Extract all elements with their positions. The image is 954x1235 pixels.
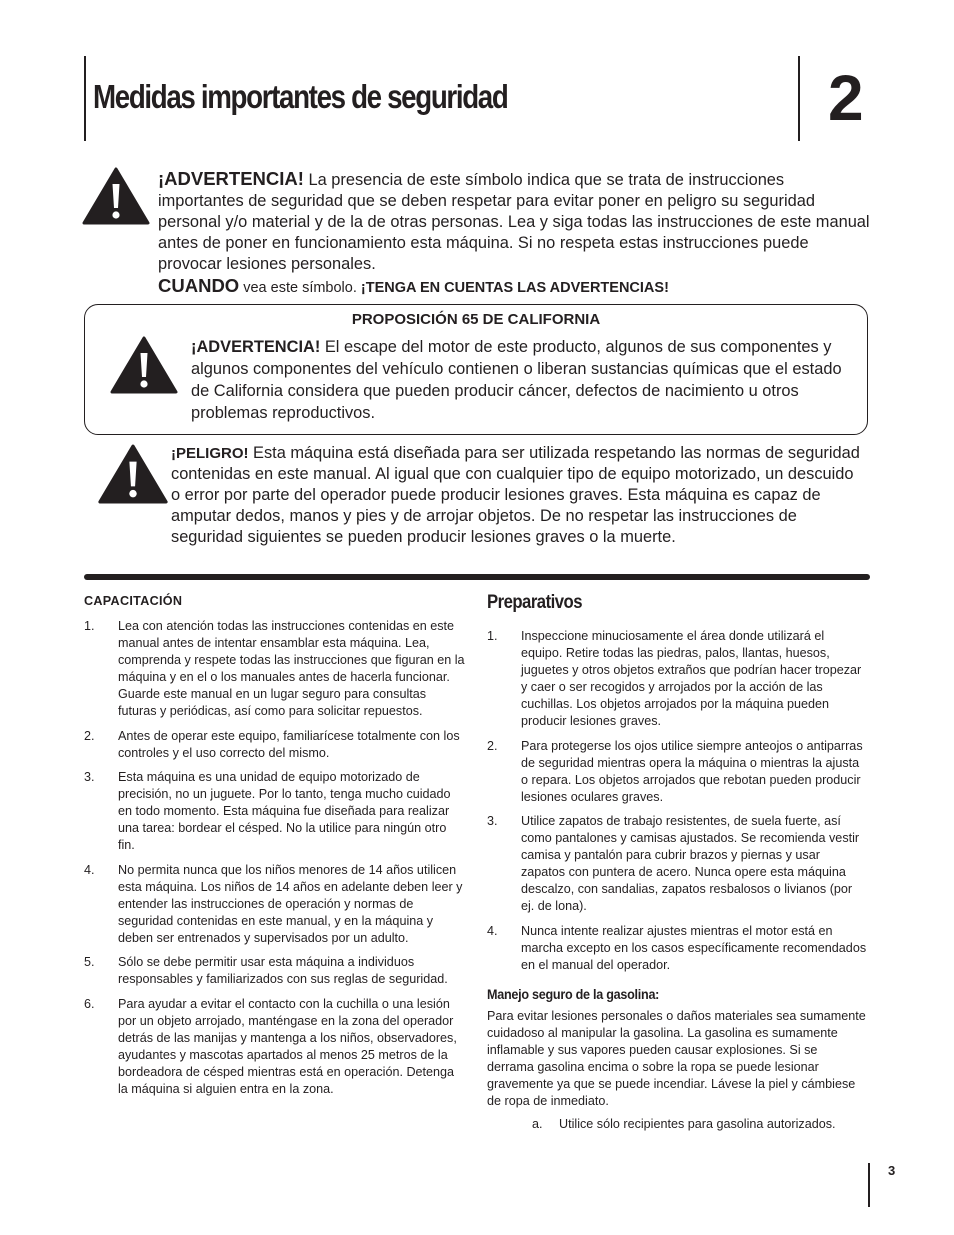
intro-warning-text — [158, 168, 870, 299]
list-item: 3. Esta máquina es una unidad de equipo motorizado de precisión, no un juguete. Por lo tanto, tenga mucho cuidado en todo momento. Esta máquina fue diseñada para realizar una tarea: bordear el césped. No la utilice para ningún otro fin. — [84, 770, 451, 853]
prop65-title: PROPOSICIÓN 65 DE CALIFORNIA — [351, 311, 601, 328]
capacitacion-list — [84, 618, 466, 1098]
preparativos-list — [487, 628, 867, 974]
page-number: 3 — [888, 1163, 896, 1178]
list-item: 1. Lea con atención todas las instrucciones contenidas en este manual antes de intentar ensamblar esta máquina. Lea, comprenda y respete todas las instrucciones que figuran en la máquina y en el o los manuales antes de hacerla funcionar. Guarde este manual en un lugar seguro para consultas futuras y periódicas, así como para solicitar repuestos. — [84, 619, 465, 718]
header-left-rule — [84, 56, 86, 141]
list-item: 2. Para protegerse los ojos utilice siempre anteojos o antiparras de seguridad mientras opera la máquina o mientras la ajusta o repara. Los objetos arrojados que rebotan pueden producir lesiones oculares graves. — [487, 738, 863, 804]
danger-heading: ¡PELIGRO! — [171, 445, 249, 462]
list-item: 4. Nunca intente realizar ajustes mientras el motor está en marcha excepto en los casos específicamente recomendados en el manual del operador. — [487, 923, 867, 972]
preparativos-heading: Preparativos — [487, 592, 582, 613]
danger-text — [171, 443, 867, 548]
section-divider — [84, 574, 870, 580]
warning-triangle-icon — [97, 444, 169, 504]
intro-when-text: vea este símbolo. — [239, 280, 361, 296]
intro-when-heading: CUANDO — [158, 275, 240, 296]
list-item: 5. Sólo se debe permitir usar esta máquina a individuos responsables y familiarizados con sus reglas de seguridad. — [84, 955, 448, 987]
list-item: 2. Antes de operar este equipo, familiarícese totalmente con los controles y el uso correcto del mismo. — [84, 728, 460, 760]
intro-warning-body: La presencia de este símbolo indica que se trata de instrucciones importantes de seguridad que se deben respetar para evitar poner en peligro su seguridad personal y/o material y de la de otras personas. Lea y siga todas las instrucciones de este manual antes de poner en funcionamiento esta máquina. Si no respeta estas instrucciones puede provocar lesiones personales. — [158, 171, 870, 273]
footer-rule — [868, 1163, 870, 1207]
list-item: a. Utilice sólo recipientes para gasolina autorizados. — [532, 1116, 836, 1131]
warning-triangle-icon — [82, 167, 150, 225]
list-item: 6. Para ayudar a evitar el contacto con la cuchilla o una lesión por un objeto arrojado, manténgase en la zona del operador detrás de las manijas y mantenga a los niños, observadores, ayudantes y mascotas apartados al menos 25 metros de la bordeadora de césped mientras está en operación. Detenga la máquina si alguien entra en la zona. — [84, 996, 457, 1096]
list-item: 1. Inspeccione minuciosamente el área donde utilizará el equipo. Retire todas las piedras, palos, llantas, huesos, juguetes y otros objetos extraños que podrían hacer tropezar y caer o ser recogidos y arrojados por la acción de las cuchillas. Los objetos arrojados por la máquina pueden producir lesiones graves. — [487, 629, 862, 728]
list-item: 3. Utilice zapatos de trabajo resistentes, de suela fuerte, así como pantalones y camisas ajustados. Se recomienda vestir camisa y pantalón para cubrir brazos y piernas y usar zapatos con puntera de acero. Nunca opere esta máquina descalzo, con sandalias, zapatos resbalosos o livianos (por ej. de lona). — [487, 814, 860, 914]
preparativos-section — [487, 592, 867, 1133]
intro-when-bold: ¡TENGA EN CUENTAS LAS ADVERTENCIAS! — [360, 280, 669, 296]
chapter-title: Medidas importantes de seguridad — [93, 78, 508, 115]
warning-triangle-icon — [110, 336, 178, 394]
intro-warning-heading: ¡ADVERTENCIA! — [158, 168, 304, 189]
gasolina-heading: Manejo seguro de la gasolina: — [487, 985, 660, 1002]
header-right-rule — [798, 56, 800, 141]
danger-body: Esta máquina está diseñada para ser utilizada respetando las normas de seguridad contenidas en este manual. Al igual que con cualquier tipo de equipo motorizado, un descuido o error por parte del operador puede producir lesiones graves. Esta máquina es capaz de amputar dedos, manos y pies y de arrojar objetos. De no respetar las instrucciones de seguridad siguientes se pueden producir lesiones graves o la muerte. — [171, 444, 860, 546]
prop65-heading: ¡ADVERTENCIA! — [191, 338, 321, 356]
prop65-body: El escape del motor de este producto, algunos de sus componentes y algunos componentes del vehículo contienen o liberan sustancias químicas que el estado de California considera que pueden producir cáncer, defectos de nacimiento u otros problemas reproductivos. — [191, 338, 842, 422]
prop65-text — [191, 336, 861, 424]
chapter-number: 2 — [828, 62, 864, 134]
gasolina-text: Para evitar lesiones personales o daños materiales sea sumamente cuidadoso al manipular la gasolina. La gasolina es sumamente inflamable y sus vapores pueden causar explosiones. Si se derrama gasolina encima o sobre la ropa se puede lesionar gravemente ya que se puede incendiar. Lávese la piel y cámbiese de ropa de inmediato. — [487, 1008, 866, 1108]
capacitacion-heading: CAPACITACIÓN — [84, 594, 183, 608]
list-item: 4. No permita nunca que los niños menores de 14 años utilicen esta máquina. Los niños de 14 años en adelante deben leer y entender las instrucciones de operación y normas de seguridad contenidas en este manual, y en la máquina y deben ser entrenados y supervisados por un adulto. — [84, 862, 463, 945]
capacitacion-section — [84, 592, 466, 1106]
